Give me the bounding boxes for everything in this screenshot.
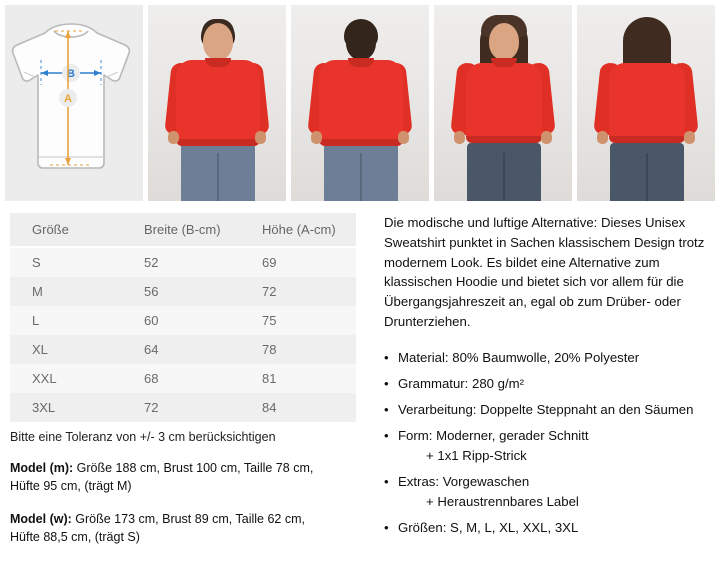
jeans xyxy=(610,143,684,201)
feature-text: Material: 80% Baumwolle, 20% Polyester xyxy=(398,349,640,365)
cell-size: 3XL xyxy=(10,393,122,422)
model-male-measurements xyxy=(10,459,362,495)
head xyxy=(203,23,233,60)
model-female-line1: Größe 173 cm, Brust 89 cm, Taille 62 cm, xyxy=(71,511,305,526)
bullet-icon: • xyxy=(384,474,389,490)
svg-text:A: A xyxy=(64,93,72,105)
cell-size: XXL xyxy=(10,364,122,393)
model-male-line1: Größe 188 cm, Brust 100 cm, Taille 78 cm, xyxy=(73,461,314,476)
column-header-width: Breite (B-cm) xyxy=(122,213,240,247)
feature-subtext: + Heraustrennbares Label xyxy=(426,494,579,510)
cell-width: 64 xyxy=(122,335,240,364)
cell-height: 78 xyxy=(240,335,356,364)
size-diagram-image xyxy=(5,5,143,201)
feature-text: Verarbeitung: Doppelte Steppnaht an den Säumen xyxy=(398,401,694,417)
cell-width: 56 xyxy=(122,277,240,306)
model-figure xyxy=(577,5,715,201)
model-female-back-image xyxy=(577,5,715,201)
hand-left xyxy=(597,131,608,144)
model-male-label: Model (m): xyxy=(10,461,74,476)
hem xyxy=(176,139,260,146)
model-female-label: Model (w): xyxy=(10,511,72,526)
details-section xyxy=(0,205,720,546)
bullet-icon: • xyxy=(384,401,389,417)
size-table xyxy=(10,213,356,422)
list-item xyxy=(384,374,710,394)
sweatshirt xyxy=(319,60,403,146)
table-row xyxy=(10,277,356,306)
cell-width: 68 xyxy=(122,364,240,393)
list-item xyxy=(384,426,710,466)
model-male-back-image xyxy=(291,5,429,201)
hand-left xyxy=(311,131,322,144)
table-row xyxy=(10,364,356,393)
tolerance-note: Bitte eine Toleranz von +/- 3 cm berücksichtigen xyxy=(10,430,276,444)
model-male-front-image xyxy=(148,5,286,201)
bullet-icon: • xyxy=(384,375,389,391)
feature-text: Grammatur: 280 g/m² xyxy=(398,375,525,391)
list-item xyxy=(384,348,710,368)
product-image-strip xyxy=(0,0,720,205)
jeans xyxy=(181,143,255,201)
cell-size: L xyxy=(10,306,122,335)
feature-text: Extras: Vorgewaschen xyxy=(398,474,530,490)
model-figure xyxy=(434,5,572,201)
table-row xyxy=(10,306,356,335)
hem xyxy=(319,139,403,146)
hem xyxy=(466,136,542,143)
hand-right xyxy=(255,131,266,144)
hand-right xyxy=(541,131,552,144)
table-header-row xyxy=(10,213,356,247)
column-header-height: Höhe (A-cm) xyxy=(240,213,356,247)
model-female-measurements xyxy=(10,510,362,546)
table-row xyxy=(10,335,356,364)
table-row xyxy=(10,393,356,422)
hem xyxy=(609,136,685,143)
cell-height: 75 xyxy=(240,306,356,335)
cell-width: 60 xyxy=(122,306,240,335)
sweatshirt-outline-icon xyxy=(5,5,143,201)
bullet-icon: • xyxy=(384,349,389,365)
sweatshirt xyxy=(466,63,542,143)
cell-height: 84 xyxy=(240,393,356,422)
feature-text: Größen: S, M, L, XL, XXL, 3XL xyxy=(398,520,579,536)
feature-subtext: + 1x1 Ripp-Strick xyxy=(426,448,527,464)
cell-width: 72 xyxy=(122,393,240,422)
hand-right xyxy=(684,131,695,144)
feature-text: Form: Moderner, gerader Schnitt xyxy=(398,427,589,443)
cell-width: 52 xyxy=(122,247,240,277)
cell-size: S xyxy=(10,247,122,277)
size-info-column xyxy=(10,213,362,546)
bullet-icon: • xyxy=(384,427,389,443)
list-item xyxy=(384,518,710,538)
cell-height: 81 xyxy=(240,364,356,393)
cell-height: 72 xyxy=(240,277,356,306)
sweatshirt xyxy=(609,63,685,143)
description-column xyxy=(362,213,710,546)
head xyxy=(489,23,519,60)
list-item xyxy=(384,400,710,420)
feature-list xyxy=(384,348,710,539)
hand-left xyxy=(454,131,465,144)
jeans xyxy=(324,143,398,201)
model-female-front-image xyxy=(434,5,572,201)
sweatshirt xyxy=(176,60,260,146)
cell-size: XL xyxy=(10,335,122,364)
jeans xyxy=(467,143,541,201)
cell-height: 69 xyxy=(240,247,356,277)
list-item xyxy=(384,472,710,512)
column-header-size: Größe xyxy=(10,213,122,247)
model-female-line2: Hüfte 88,5 cm, (trägt S) xyxy=(10,529,140,544)
model-male-line2: Hüfte 95 cm, (trägt M) xyxy=(10,479,132,494)
hand-left xyxy=(168,131,179,144)
model-figure xyxy=(148,5,286,201)
head xyxy=(346,23,376,60)
svg-text:B: B xyxy=(67,68,75,80)
model-figure xyxy=(291,5,429,201)
hand-right xyxy=(398,131,409,144)
bullet-icon: • xyxy=(384,520,389,536)
product-description: Die modische und luftige Alternative: Dieses Unisex Sweatshirt punktet in Sachen klassischem Design trotz modernem Look. Es bildet eine Alternative zum klassischen Hoodie und bietet sich vor allem für die Übergangsjahreszeit an, egal ob zum Drüber- oder Drunterziehen. xyxy=(384,215,705,329)
cell-size: M xyxy=(10,277,122,306)
table-row xyxy=(10,247,356,277)
